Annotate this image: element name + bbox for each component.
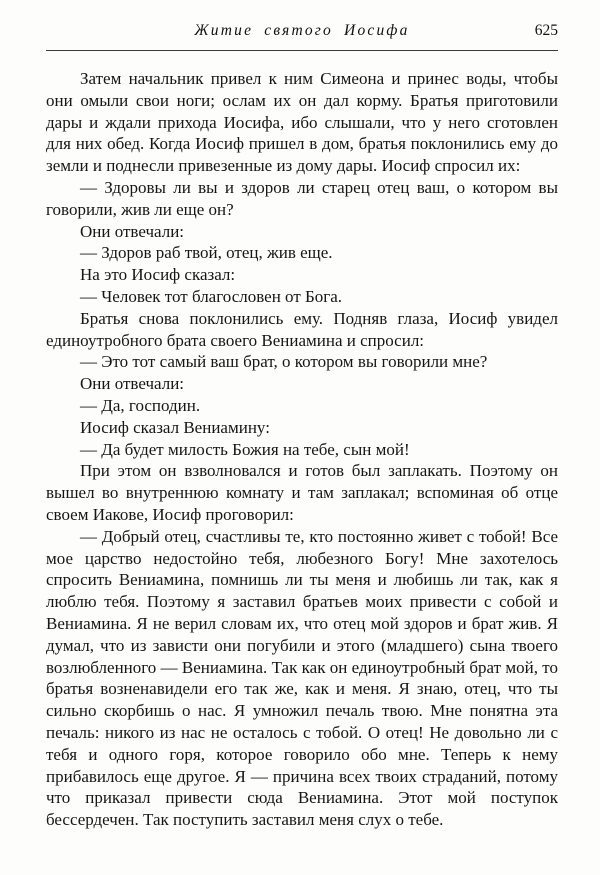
- paragraph: — Здоровы ли вы и здоров ли старец отец ваш, о котором вы говорили, жив ли еще он?: [46, 177, 558, 219]
- paragraph: Они отвечали:: [80, 221, 185, 241]
- paragraph: Иосиф сказал Вениамину:: [80, 417, 270, 437]
- paragraph: При этом он взволновался и готов был заплакать. Поэтому он вышел во внутреннюю комнату и там заплакал; вспоминая об отце своем Иакове, Иосиф проговорил:: [46, 461, 558, 524]
- paragraph: — Да, господин.: [80, 395, 201, 415]
- page-body-text: [46, 68, 558, 831]
- paragraph: Они отвечали:: [80, 374, 185, 394]
- page-header: [46, 22, 558, 46]
- paragraph: — Добрый отец, счастливы те, кто постоянно живет с тобой! Все мое царство недостойно тебя, любезного Богу! Мне захотелось спросить Вениамина, помнишь ли ты меня и любишь ли так, как я люблю тебя. Поэтому я заставил братьев моих привести с собой и Вениамина. Я не верил словам их, что отец мой здоров и брат жив. Я думал, что из зависти они погубили и этого (младшего) сына твоего возлюбленного — Вениамина. Так как он единоутробный брат мой, то братья возненавидели его так же, как и меня. Я знаю, отец, что ты сильно скорбишь о нас. Я умножил печаль твою. Мне понятна эта печаль: никого из нас не осталось с тобой. О отец! Не довольно ли с тебя и одного горя, которое говорило обо мне. Теперь к нему прибавилось еще другое. Я — причина всех твоих страданий, потому что приказал привести сюда Вениамина. Этот мой поступок бессердечен. Так поступить заставил меня слух о тебе.: [46, 526, 558, 830]
- header-rule: [46, 50, 558, 51]
- paragraph: Братья снова поклонились ему. Подняв глаза, Иосиф увидел единоутробного брата своего Вениамина и спросил:: [46, 308, 558, 350]
- paragraph: — Это тот самый ваш брат, о котором вы говорили мне?: [80, 352, 488, 372]
- paragraph: — Здоров раб твой, отец, жив еще.: [80, 243, 333, 263]
- page-number: 625: [534, 22, 558, 39]
- paragraph: На это Иосиф сказал:: [80, 265, 236, 285]
- paragraph: — Человек тот благословен от Бога.: [80, 286, 343, 306]
- running-title: Житие святого Иосифа: [194, 22, 410, 39]
- paragraph: — Да будет милость Божия на тебе, сын мой!: [80, 439, 410, 459]
- paragraph: Затем начальник привел к ним Симеона и принес воды, чтобы они омыли свои ноги; ослам их он дал корму. Братья приготовили дары и ждали прихода Иосифа, ибо слышали, что у него сготовлен для них обед. Когда Иосиф пришел в дом, братья поклонились ему до земли и поднесли привезенные из дому дары. Иосиф спросил их:: [46, 69, 558, 176]
